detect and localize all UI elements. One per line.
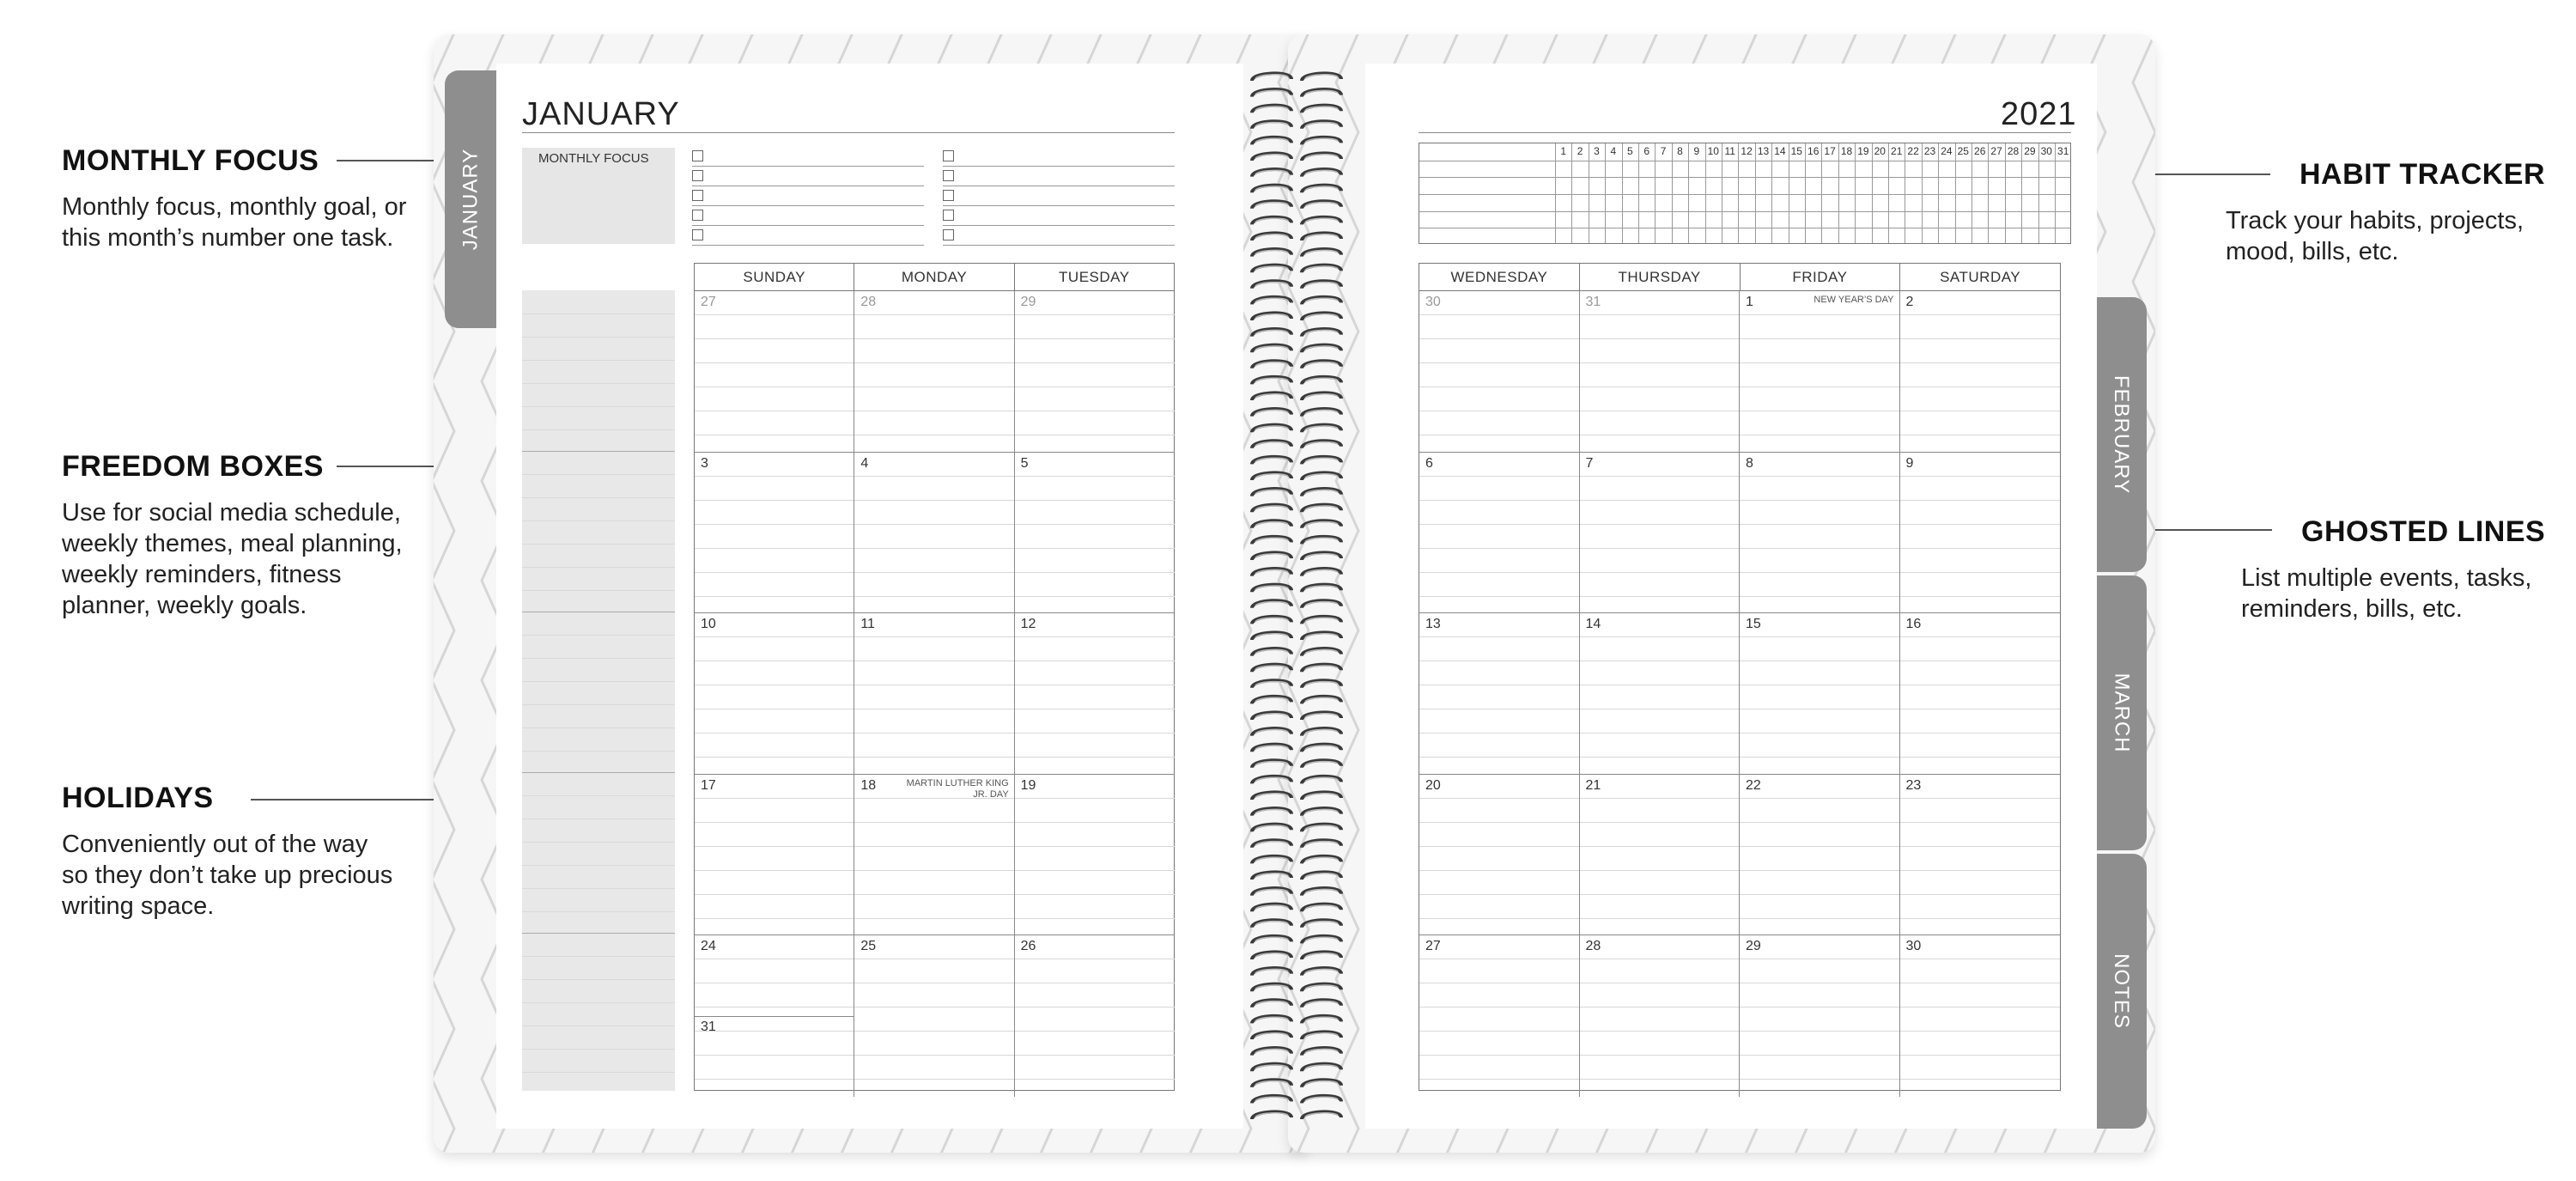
year-title: 2021 — [2001, 96, 2077, 132]
checklist-row[interactable] — [943, 186, 1175, 206]
day-cell[interactable] — [1419, 613, 1580, 775]
day-header: THURSDAY — [1580, 264, 1741, 290]
tab-february-label: FEBRUARY — [2110, 374, 2134, 495]
callout-habit-tracker-title: HABIT TRACKER — [2300, 158, 2546, 191]
day-number: 18 — [860, 777, 877, 793]
day-cell[interactable] — [1900, 613, 2061, 775]
freedom-ghost-line — [522, 865, 675, 866]
habit-day-number: 6 — [1643, 145, 1650, 157]
day-number: 29 — [1020, 295, 1036, 309]
left-calendar — [694, 263, 1175, 1091]
day-cell[interactable] — [854, 453, 1014, 614]
habit-day-number: 8 — [1677, 145, 1683, 157]
freedom-ghost-line — [522, 704, 675, 705]
checklist-row[interactable] — [943, 166, 1175, 186]
callout-monthly-focus-desc: Monthly focus, monthly goal, or this month’s number one task. — [62, 193, 407, 252]
freedom-ghost-line — [522, 979, 675, 980]
day-cell[interactable] — [1580, 453, 1741, 614]
day-number: 30 — [1905, 939, 1922, 953]
freedom-ghost-line — [522, 520, 675, 521]
callout-habit-tracker — [2226, 158, 2545, 267]
day-cell[interactable] — [854, 291, 1014, 453]
freedom-ghost-line — [522, 590, 675, 591]
freedom-ghost-line — [522, 337, 675, 338]
day-cell[interactable] — [1740, 613, 1900, 775]
checkbox-icon[interactable] — [943, 170, 954, 181]
habit-day-number: 23 — [1923, 145, 1936, 157]
freedom-ghost-line — [522, 406, 675, 407]
habit-day-number: 28 — [2007, 145, 2020, 157]
checklist-row[interactable] — [692, 225, 924, 246]
habit-day-number: 29 — [2024, 145, 2036, 157]
habit-day-number: 2 — [1577, 145, 1583, 157]
day-cell[interactable] — [1740, 775, 1900, 936]
callout-holidays-title: HOLIDAYS — [62, 782, 214, 814]
day-number: 26 — [1020, 939, 1036, 953]
day-number: 8 — [1746, 455, 1753, 471]
day-cell[interactable] — [695, 291, 854, 453]
callout-ghosted-lines-title: GHOSTED LINES — [2301, 515, 2546, 548]
freedom-ghost-line — [522, 888, 675, 889]
callout-freedom-boxes-title: FREEDOM BOXES — [62, 450, 324, 483]
day-number: 11 — [860, 617, 875, 631]
checkbox-icon[interactable] — [943, 210, 954, 221]
checklist-row[interactable] — [943, 146, 1175, 167]
habit-day-number: 9 — [1693, 145, 1700, 157]
checklist-row[interactable] — [692, 166, 924, 186]
tab-january[interactable] — [445, 70, 496, 328]
split-divider — [695, 1016, 854, 1017]
day-cell[interactable] — [1015, 775, 1175, 936]
day-cell[interactable] — [1015, 291, 1175, 453]
callout-monthly-focus-title: MONTHLY FOCUS — [62, 144, 319, 177]
habit-day-number: 19 — [1857, 145, 1869, 157]
habit-day-number: 15 — [1790, 145, 1802, 157]
day-number: 31 — [1585, 295, 1601, 309]
day-cell[interactable] — [1015, 453, 1175, 614]
habit-day-number: 4 — [1610, 145, 1617, 157]
checkbox-icon[interactable] — [692, 229, 703, 240]
checklist-row[interactable] — [692, 205, 924, 226]
habit-day-number: 12 — [1741, 145, 1753, 157]
freedom-box-divider — [522, 933, 675, 934]
day-cell[interactable] — [1740, 935, 1900, 1097]
day-cell[interactable] — [1580, 935, 1741, 1097]
holiday-label: MARTIN LUTHER KING JR. DAY — [906, 777, 1009, 800]
day-cell[interactable] — [695, 613, 854, 775]
day-number: 30 — [1425, 295, 1441, 309]
freedom-ghost-line — [522, 1049, 675, 1050]
freedom-ghost-line — [522, 795, 675, 796]
day-cell[interactable] — [1580, 613, 1741, 775]
day-number: 1 — [1746, 295, 1753, 309]
freedom-ghost-line — [522, 727, 675, 728]
habit-day-number: 31 — [2057, 145, 2069, 157]
habit-day-number: 17 — [1824, 145, 1836, 157]
freedom-ghost-line — [522, 429, 675, 430]
freedom-ghost-line — [522, 1072, 675, 1073]
habit-day-number: 24 — [1941, 145, 1953, 157]
freedom-ghost-line — [522, 751, 675, 752]
freedom-ghost-line — [522, 635, 675, 636]
checkbox-icon[interactable] — [943, 190, 954, 201]
habit-day-number: 20 — [1874, 145, 1886, 157]
habit-day-number: 30 — [2040, 145, 2052, 157]
day-header: FRIDAY — [1741, 264, 1901, 290]
day-cell[interactable] — [1580, 775, 1741, 936]
spiral-binding — [1236, 69, 1357, 1134]
day-cell[interactable] — [1900, 453, 2061, 614]
monthly-focus-label: MONTHLY FOCUS — [538, 151, 649, 166]
callout-ghosted-lines — [2241, 515, 2545, 624]
day-number: 25 — [860, 939, 877, 953]
day-cell[interactable] — [854, 775, 1014, 936]
tab-february[interactable] — [2095, 297, 2147, 572]
freedom-ghost-line — [522, 544, 675, 545]
habit-day-number: 14 — [1774, 145, 1786, 157]
holiday-label: NEW YEAR’S DAY — [1814, 295, 1894, 305]
day-number: 28 — [860, 295, 877, 309]
right-day-headers — [1419, 264, 2060, 291]
freedom-ghost-line — [522, 1002, 675, 1003]
day-cell[interactable] — [695, 453, 854, 614]
day-header: SUNDAY — [695, 264, 854, 290]
callout-holidays-desc: Conveniently out of the way so they don’t take up precious writing space. — [62, 831, 393, 920]
day-number: 10 — [701, 617, 716, 631]
habit-day-number: 7 — [1660, 145, 1667, 157]
checklist-row[interactable] — [943, 225, 1175, 246]
day-number: 6 — [1425, 455, 1433, 471]
day-header: WEDNESDAY — [1419, 264, 1580, 290]
freedom-ghost-line — [522, 474, 675, 475]
freedom-ghost-line — [522, 658, 675, 659]
day-cell[interactable] — [1900, 935, 2061, 1097]
callout-habit-tracker-desc: Track your habits, projects, mood, bills, etc. — [2226, 207, 2524, 265]
day-cell[interactable] — [695, 775, 854, 936]
checkbox-icon[interactable] — [692, 210, 703, 221]
checklist-row[interactable] — [943, 205, 1175, 226]
habit-day-number: 18 — [1840, 145, 1853, 157]
habit-row-line — [1419, 211, 2070, 212]
habit-day-number: 25 — [1957, 145, 1969, 157]
habit-day-number: 13 — [1757, 145, 1770, 157]
day-cell[interactable] — [1740, 453, 1900, 614]
day-number: 15 — [1746, 617, 1761, 631]
freedom-ghost-line — [522, 956, 675, 957]
day-number: 4 — [860, 455, 869, 471]
habit-day-number: 16 — [1807, 145, 1820, 157]
freedom-ghost-line — [522, 383, 675, 384]
day-cell[interactable] — [1740, 291, 1900, 453]
checkbox-icon[interactable] — [943, 150, 954, 161]
callout-ghosted-lines-desc: List multiple events, tasks, reminders, bills, etc. — [2241, 564, 2532, 623]
right-calendar — [1419, 263, 2061, 1091]
day-number: 24 — [701, 939, 716, 953]
day-number: 14 — [1585, 617, 1601, 631]
day-header: TUESDAY — [1059, 269, 1130, 285]
day-cell[interactable] — [1419, 453, 1580, 614]
day-header: SATURDAY — [1940, 269, 2021, 285]
day-number: 7 — [1585, 455, 1594, 471]
tab-march[interactable] — [2095, 575, 2147, 850]
day-number: 21 — [1585, 777, 1601, 793]
day-number: 29 — [1746, 939, 1761, 953]
day-number: 16 — [1905, 617, 1922, 631]
day-cell[interactable] — [1580, 291, 1741, 453]
day-number: 3 — [701, 455, 708, 471]
habit-day-number: 11 — [1724, 145, 1735, 157]
checklist-row[interactable] — [692, 146, 924, 167]
freedom-box-divider — [522, 451, 675, 452]
day-number: 20 — [1425, 777, 1441, 793]
checkbox-icon[interactable] — [692, 170, 703, 181]
checkbox-icon[interactable] — [692, 190, 703, 201]
habit-day-number: 5 — [1626, 145, 1633, 157]
day-number: 27 — [701, 295, 716, 309]
day-cell[interactable] — [1900, 291, 2061, 453]
day-number: 5 — [1020, 455, 1029, 471]
freedom-box-divider — [522, 772, 675, 773]
checklist-row[interactable] — [692, 186, 924, 206]
day-number: 19 — [1020, 777, 1036, 793]
callout-freedom-boxes — [62, 450, 403, 621]
tab-january-label: JANUARY — [459, 148, 482, 251]
tab-march-label: MARCH — [2110, 673, 2133, 753]
day-number: 27 — [1425, 939, 1441, 953]
day-number: 12 — [1020, 617, 1036, 631]
habit-tracker[interactable] — [1419, 143, 2071, 244]
day-header: MONDAY — [854, 264, 1014, 290]
habit-day-number: 26 — [1974, 145, 1986, 157]
day-cell[interactable] — [854, 935, 1014, 1097]
day-cell[interactable] — [1419, 935, 1580, 1097]
day-number: 17 — [701, 777, 716, 793]
day-number: 2 — [1905, 295, 1914, 309]
day-cell[interactable] — [854, 613, 1014, 775]
day-cell[interactable] — [695, 935, 854, 1097]
day-number: 28 — [1585, 939, 1601, 953]
day-cell[interactable] — [1419, 291, 1580, 453]
habit-day-number: 1 — [1560, 145, 1567, 157]
right-header-rule — [1419, 132, 2071, 133]
freedom-ghost-line — [522, 911, 675, 912]
day-number: 31 — [701, 1020, 716, 1034]
habit-day-number: 27 — [1990, 145, 2002, 157]
freedom-ghost-line — [522, 497, 675, 498]
left-day-headers — [695, 264, 1174, 291]
callout-freedom-boxes-desc: Use for social media schedule, weekly themes, meal planning, weekly reminders, fitness planner, weekly goals. — [62, 499, 403, 619]
day-cell[interactable] — [1900, 775, 2061, 936]
left-header-rule — [522, 132, 1175, 133]
day-cell[interactable] — [1015, 613, 1175, 775]
freedom-ghost-line — [522, 567, 675, 568]
checkbox-icon[interactable] — [692, 150, 703, 161]
habit-day-number: 22 — [1907, 145, 1919, 157]
tab-notes-label: NOTES — [2110, 953, 2133, 1029]
month-title: JANUARY — [522, 96, 680, 132]
freedom-ghost-line — [522, 360, 675, 361]
freedom-ghost-line — [522, 681, 675, 682]
habit-row-line — [1419, 194, 2070, 195]
callout-holidays — [62, 782, 392, 922]
day-cell[interactable] — [1419, 775, 1580, 936]
day-number: 9 — [1905, 455, 1914, 471]
freedom-boxes-column — [522, 290, 675, 1091]
day-number: 22 — [1746, 777, 1761, 793]
day-cell[interactable] — [1015, 935, 1175, 1097]
day-number: 13 — [1425, 617, 1441, 631]
day-number: 23 — [1905, 777, 1922, 793]
habit-day-number: 10 — [1707, 145, 1719, 157]
habit-day-number: 21 — [1891, 145, 1903, 157]
checkbox-icon[interactable] — [943, 229, 954, 240]
habit-day-number: 3 — [1594, 145, 1600, 157]
habit-row-line — [1419, 177, 2070, 178]
freedom-ghost-line — [522, 842, 675, 843]
tab-notes[interactable] — [2095, 854, 2147, 1129]
